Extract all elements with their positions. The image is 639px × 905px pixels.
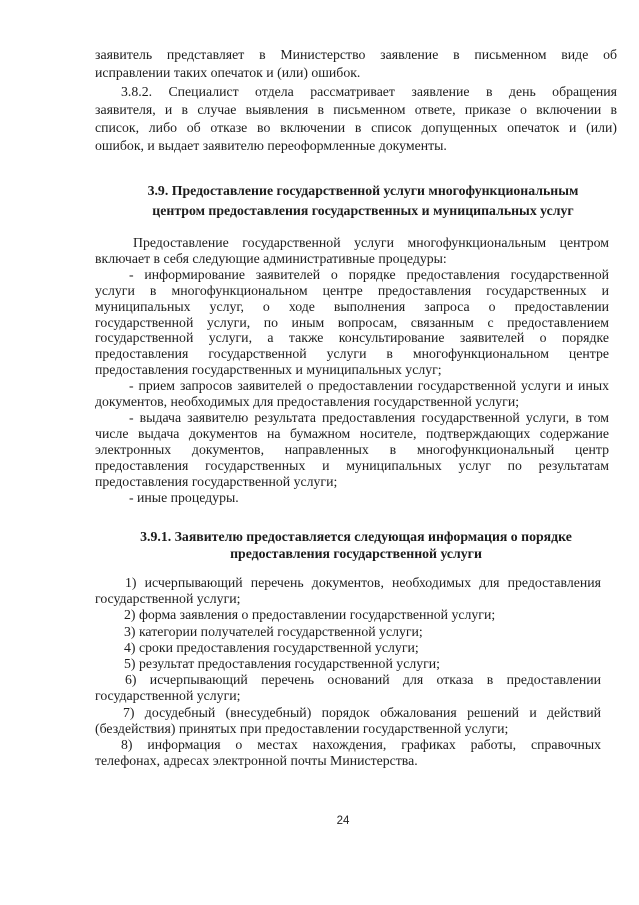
list-item-line: 2) форма заявления о предоставлении государственной услуги; bbox=[124, 607, 496, 623]
paragraph-line: услуги в многофункциональном центре предоставления государственных и bbox=[95, 282, 609, 298]
section-3-9-1-list bbox=[95, 575, 601, 769]
paragraph-line: ошибок, и выдает заявителю переоформленные документы. bbox=[95, 138, 447, 154]
page-number: 24 bbox=[336, 815, 350, 827]
section-heading-line: предоставления государственной услуги bbox=[230, 546, 482, 561]
section-3-9-1-heading bbox=[95, 528, 617, 562]
section-heading-line: 3.9.1. Заявителю предоставляется следующая информация о порядке bbox=[140, 529, 572, 544]
paragraph-line: Предоставление государственной услуги многофункциональным центром bbox=[133, 235, 609, 250]
paragraph-line: государственной услуги, а также консультирование заявителей о порядке bbox=[95, 330, 609, 346]
paragraph-line: исправлении таких опечаток и (или) ошибок. bbox=[95, 65, 361, 81]
list-item-line: 8) информация о местах нахождения, графиках работы, справочных bbox=[121, 737, 601, 753]
paragraph-line: - иные процедуры. bbox=[129, 489, 239, 505]
paragraph-line: список, либо об отказе во включении в список допущенных опечаток и (или) bbox=[95, 120, 617, 136]
paragraph-line: предоставления государственной услуги; bbox=[95, 473, 338, 489]
section-heading-line: центром предоставления государственных и муниципальных услуг bbox=[152, 203, 574, 218]
paragraph-line: предоставления государственной услуги в многофункциональном центре bbox=[95, 346, 609, 362]
paragraph-line: - выдача заявителю результата предоставления государственной услуги, в том bbox=[129, 409, 609, 425]
list-item-line: 7) досудебный (внесудебный) порядок обжалования решений и действий bbox=[123, 704, 601, 720]
paragraph-line: предоставления государственных и муниципальных услуг по результатам bbox=[95, 457, 609, 473]
paragraph-line: - прием запросов заявителей о предоставлении государственной услуги и иных bbox=[129, 378, 609, 394]
list-item-line: государственной услуги; bbox=[95, 688, 241, 704]
list-item-line: государственной услуги; bbox=[95, 591, 241, 607]
paragraph-line: заявителя, и в случае выявления в письменном ответе, приказе о включении в bbox=[95, 101, 617, 117]
list-item-line: 5) результат предоставления государственной услуги; bbox=[124, 656, 440, 672]
list-item-line: 6) исчерпывающий перечень оснований для отказа в предоставлении bbox=[125, 672, 601, 688]
paragraph-line: государственной услуги, по иным вопросам, связанным с предоставлением bbox=[95, 314, 609, 330]
list-item-line: телефонах, адресах электронной почты Министерства. bbox=[95, 753, 418, 769]
section-3-9-text bbox=[95, 235, 609, 505]
section-3-9-heading bbox=[95, 181, 617, 221]
paragraph-line: - информирование заявителей о порядке предоставления государственной bbox=[129, 266, 609, 282]
paragraph-line: числе выдача документов на бумажном носителе, подтверждающих содержание bbox=[95, 425, 609, 441]
paragraph-line: документов, необходимых для предоставления государственной услуги; bbox=[95, 394, 520, 410]
section-heading-line: 3.9. Предоставление государственной услуги многофункциональным bbox=[147, 183, 579, 198]
list-item-line: 4) сроки предоставления государственной услуги; bbox=[124, 639, 419, 655]
paragraph-line: электронных документов, направленных в многофункциональный центр bbox=[95, 441, 609, 457]
list-item-line: 1) исчерпывающий перечень документов, необходимых для предоставления bbox=[125, 575, 601, 590]
paragraph-line: 3.8.2. Специалист отдела рассматривает заявление в день обращения bbox=[121, 83, 617, 99]
list-item-line: (бездействия) принятых при предоставлении государственной услуги; bbox=[95, 720, 509, 736]
paragraph-line: заявитель представляет в Министерство заявление в письменном виде об bbox=[95, 47, 617, 62]
section-3-8-2-text bbox=[95, 46, 617, 156]
paragraph-line: муниципальных услуг, о ходе выполнения запроса о предоставлении bbox=[95, 298, 609, 314]
list-item-line: 3) категории получателей государственной услуги; bbox=[124, 623, 423, 639]
paragraph-line: предоставления государственных и муниципальных услуг; bbox=[95, 362, 442, 378]
paragraph-line: включает в себя следующие административные процедуры: bbox=[95, 250, 447, 266]
